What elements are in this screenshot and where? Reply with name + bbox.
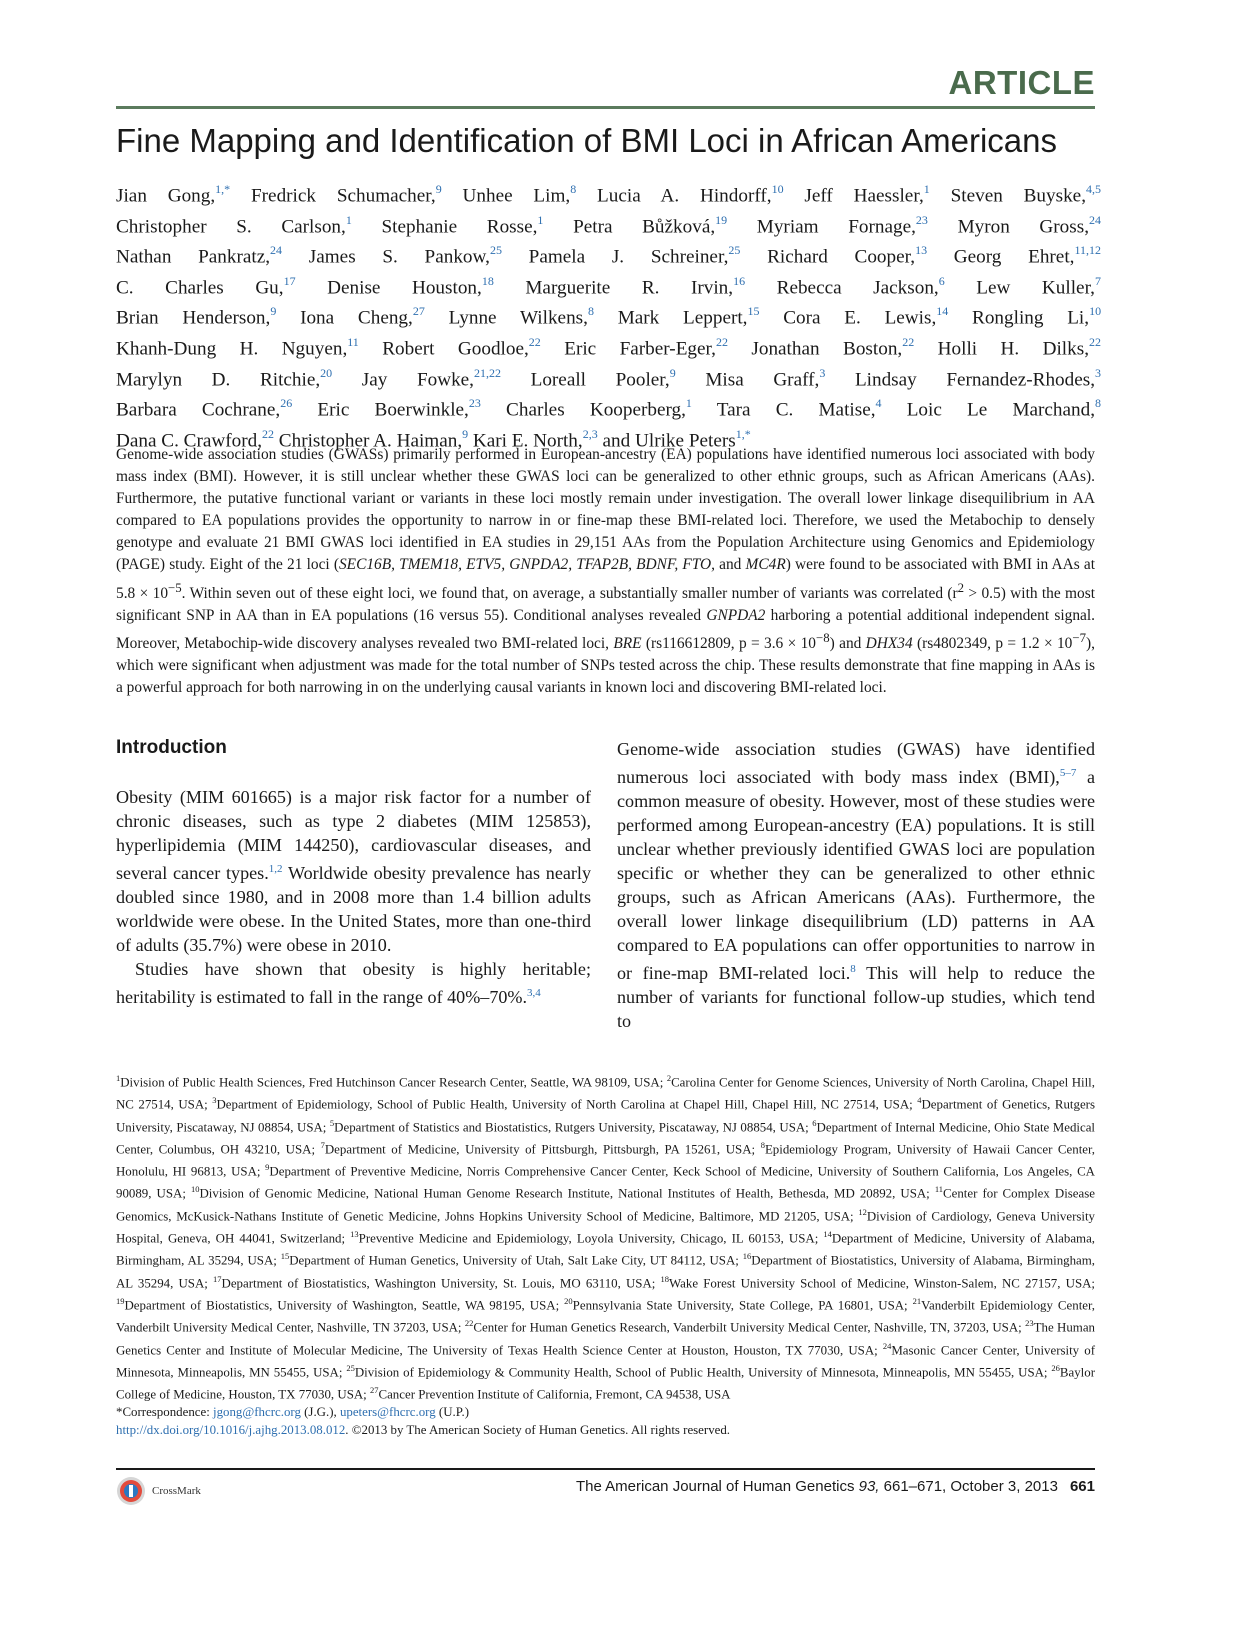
- author-line: [116, 300, 1101, 331]
- affiliation-text: Department of Epidemiology, School of Public Health, University of North Carolina at Chapel Hill, Chapel Hill, NC 27514, USA;: [216, 1097, 918, 1112]
- author-line: [116, 239, 1101, 270]
- author-line: [116, 362, 1101, 393]
- citation-link[interactable]: 5–7: [1059, 767, 1077, 779]
- affiliation-number: 16: [742, 1251, 752, 1262]
- author-name: Fredrick Schumacher,: [251, 185, 436, 207]
- author-name: Loreall Pooler,: [530, 368, 670, 390]
- affiliation-text: Center for Human Genetics Research, Vanderbilt University Medical Center, Nashville, TN, 37203, USA;: [473, 1320, 1026, 1335]
- author-name: Jonathan Boston,: [751, 338, 903, 360]
- affiliation-number: 14: [823, 1229, 832, 1240]
- affiliation-marker[interactable]: 14: [936, 304, 949, 319]
- abstract-text: harboring a potential additional independent signal. Moreover, Metabochip-wide discovery analyses revealed two BMI-related loci,: [116, 606, 1095, 652]
- affiliation-marker[interactable]: 11: [347, 334, 359, 349]
- abstract-text: (rs116612809, p = 3.6 × 10: [641, 635, 816, 652]
- paragraph-text: This will help to reduce the number of variants for functional follow-up studies, which tend to: [617, 963, 1095, 1032]
- affiliation-number: 23: [1025, 1318, 1034, 1329]
- affiliation-number: 25: [346, 1362, 355, 1373]
- affiliation-text: Department of Biostatistics, University of Alabama, Birmingham, AL 35294, USA;: [116, 1253, 1095, 1290]
- affiliation-text: Cancer Prevention Institute of California, Fremont, CA 94538, USA: [378, 1387, 731, 1402]
- author-name: Eric Boerwinkle,: [317, 399, 469, 421]
- affiliation-text: Department of Human Genetics, University of Utah, Salt Lake City, UT 84112, USA;: [289, 1253, 743, 1268]
- affiliation-text: Division of Public Health Sciences, Fred Hutchinson Cancer Research Center, Seattle, WA 98109, USA;: [120, 1075, 667, 1090]
- affiliation-marker[interactable]: 17: [283, 273, 296, 288]
- affiliation-marker[interactable]: 22: [262, 426, 274, 441]
- copyright-text: . ©2013 by The American Society of Human Genetics. All rights reserved.: [345, 1423, 731, 1438]
- affiliation-marker[interactable]: 2,3: [582, 426, 598, 441]
- author-name: Cora E. Lewis,: [783, 307, 937, 329]
- affiliation-marker[interactable]: 9: [462, 426, 469, 441]
- affiliation-marker[interactable]: 10: [771, 182, 784, 196]
- author-line: [116, 270, 1101, 301]
- affiliation-number: 6: [812, 1117, 817, 1128]
- affiliation-marker[interactable]: 23: [468, 396, 481, 411]
- affiliation-text: Department of Internal Medicine, Ohio State Medical Center, Columbus, OH 43210, USA;: [116, 1119, 1096, 1157]
- affiliation-number: 3: [212, 1095, 217, 1106]
- abstract-text: Genome-wide association studies (GWASs) primarily performed in European-ancestry (EA) populations have identified numerous loci associated with body mass index (BMI). However, it is still unclear whether these GWAS loci can be generalized to other ethnic groups, such as African Americans (AAs). Furthermore, the putative functional variant or variants in these loci mostly remain under investigation. The overall lower linkage disequilibrium in AA compared to EA populations provides the opportunity to narrow in or fine-map these BMI-related loci. Therefore, we used the Metabochip to densely genotype and evaluate 21 BMI GWAS loci identified in EA studies in 29,151 AAs from the Population Architecture using Genomics and Epidemiology (PAGE) study. Eight of the 21 loci (: [116, 446, 1095, 574]
- header-rule: [116, 106, 1095, 109]
- author-name: and Ulrike Peters: [602, 430, 736, 452]
- affiliation-number: 17: [213, 1273, 222, 1284]
- crossmark-badge[interactable]: [116, 1476, 201, 1506]
- author-name: Iona Cheng,: [300, 307, 413, 329]
- affiliation-marker[interactable]: 4,5: [1086, 182, 1101, 196]
- author-name: Misa Graff,: [705, 368, 820, 390]
- affiliation-marker[interactable]: 23: [915, 212, 928, 227]
- author-name: Jian Gong,: [116, 185, 216, 207]
- email-link[interactable]: jgong@fhcrc.org: [213, 1405, 301, 1420]
- affiliation-number: 11: [934, 1184, 944, 1195]
- affiliation-marker[interactable]: 10: [1089, 304, 1102, 319]
- affiliation-marker[interactable]: 25: [728, 243, 741, 258]
- author-name: Rebecca Jackson,: [776, 277, 939, 299]
- author-name: James S. Pankow,: [308, 246, 490, 268]
- affiliations-block: [116, 1069, 1095, 1439]
- affiliation-text: Baylor College of Medicine, Houston, TX 77030, USA;: [116, 1365, 1095, 1402]
- affiliation-marker[interactable]: 13: [915, 243, 928, 258]
- abstract-text: (rs4802349, p = 1.2 × 10: [912, 635, 1073, 652]
- affiliation-marker[interactable]: 9: [435, 182, 442, 196]
- journal-citation: [576, 1478, 1095, 1495]
- author-name: Khanh-Dung H. Nguyen,: [116, 338, 348, 360]
- affiliation-marker[interactable]: 22: [528, 334, 541, 349]
- author-name: Lynne Wilkens,: [448, 307, 588, 329]
- affiliation-marker[interactable]: 24: [270, 243, 283, 258]
- affiliation-marker[interactable]: 19: [715, 212, 728, 227]
- affiliation-marker[interactable]: 8: [587, 304, 594, 319]
- affiliation-text: Department of Biostatistics, Washington University, St. Louis, MO 63110, USA;: [221, 1275, 661, 1290]
- affiliation-text: Carolina Center for Genome Sciences, University of North Carolina, Chapel Hill, NC 27514, USA;: [116, 1075, 1095, 1112]
- affiliation-number: 2: [666, 1073, 672, 1083]
- paragraph-text: Studies have shown that obesity is highly heritable; heritability is estimated to fall in the range of 40%–70%.: [116, 959, 591, 1008]
- author-name: Tara C. Matise,: [716, 399, 876, 421]
- affiliation-marker[interactable]: 6: [938, 273, 945, 288]
- citation-link[interactable]: 1,2: [268, 863, 283, 875]
- article-title: Fine Mapping and Identification of BMI Loci in African Americans: [116, 122, 1057, 159]
- author-name: Jay Fowke,: [361, 368, 474, 390]
- affiliation-marker[interactable]: 15: [747, 304, 760, 319]
- section-label: ARTICLE: [948, 64, 1095, 101]
- affiliation-marker[interactable]: 4: [875, 396, 882, 411]
- crossmark-label: CrossMark: [152, 1485, 201, 1497]
- affiliation-marker[interactable]: 3: [819, 365, 826, 380]
- affiliation-number: 22: [464, 1318, 474, 1329]
- author-name: Georg Ehret,: [953, 246, 1075, 268]
- author-name: Rongling Li,: [972, 307, 1090, 329]
- affiliation-marker[interactable]: 1,*: [735, 426, 751, 441]
- author-name: Stephanie Rosse,: [381, 215, 538, 237]
- affiliation-text: Department of Preventive Medicine, Norris Comprehensive Cancer Center, Keck School of Medicine, University of Southern California, Los Angeles, CA 90089, USA;: [116, 1164, 1095, 1201]
- citation-link[interactable]: 3,4: [527, 987, 541, 1000]
- abstract-text: . Within seven out of these eight loci, we found that, on average, a substantially smaller number of variants was correlated (r: [181, 584, 958, 602]
- abstract-text: ) were found to be associated with BMI in AAs at 5.8 × 10: [116, 556, 1095, 602]
- abstract-text: > 0.5) with the most significant SNP in AA than in EA populations (16 versus 55). Conditional analyses revealed: [116, 584, 1095, 624]
- exponent: −5: [168, 580, 182, 595]
- affiliation-number: 15: [280, 1251, 290, 1262]
- intro-left-column: [116, 785, 591, 1009]
- affiliation-marker[interactable]: 1: [345, 212, 352, 227]
- affiliation-number: 27: [369, 1385, 379, 1396]
- affiliation-number: 13: [350, 1229, 359, 1240]
- author-name: Lucia A. Hindorff,: [597, 185, 772, 207]
- author-name: Petra Bůžková,: [573, 215, 716, 237]
- author-name: Jeff Haessler,: [804, 185, 924, 207]
- abstract-text: and: [714, 556, 746, 574]
- author-name: Charles Kooperberg,: [506, 399, 686, 421]
- intro-right-column: [617, 737, 1095, 1033]
- abstract-text: ) and: [829, 635, 866, 652]
- affiliation-marker[interactable]: 22: [902, 334, 915, 349]
- affiliation-marker[interactable]: 8: [1095, 396, 1102, 411]
- affiliation-marker[interactable]: 3: [1095, 365, 1102, 380]
- exponent: −7: [1072, 630, 1087, 645]
- affiliation-text: Epidemiology Program, University of Hawaii Cancer Center, Honolulu, HI 96813, USA;: [116, 1142, 1096, 1179]
- affiliation-marker[interactable]: 22: [715, 334, 728, 349]
- journal-pages-date: 661–671, October 3, 2013: [879, 1478, 1058, 1495]
- affiliation-marker[interactable]: 9: [669, 365, 676, 380]
- author-name: Myriam Fornage,: [756, 215, 916, 237]
- abstract: [116, 444, 1095, 699]
- affiliation-number: 8: [760, 1139, 765, 1150]
- affiliation-text: Division of Epidemiology & Community Health, School of Public Health, University of Minnesota, Minneapolis, MN 55455, USA;: [354, 1365, 1052, 1380]
- gene-dhx34: DHX34: [865, 635, 913, 652]
- affiliation-marker[interactable]: 8: [570, 182, 577, 196]
- author-name: Lew Kuller,: [976, 277, 1095, 299]
- affiliation-number: 10: [190, 1184, 200, 1195]
- correspondence-text: (U.P.): [435, 1405, 469, 1420]
- author-name: Pamela J. Schreiner,: [528, 246, 729, 268]
- affiliation-text: Department of Medicine, University of Alabama, Birmingham, AL 35294, USA;: [116, 1231, 1096, 1268]
- doi-link[interactable]: http://dx.doi.org/10.1016/j.ajhg.2013.08.012: [116, 1423, 346, 1438]
- affiliation-text: Wake Forest University School of Medicine, Winston-Salem, NC 27157, USA;: [669, 1275, 1096, 1290]
- page-number: 661: [1069, 1478, 1095, 1495]
- author-name: Lindsay Fernandez-Rhodes,: [854, 368, 1096, 390]
- affiliation-number: 26: [1051, 1362, 1060, 1373]
- author-name: Mark Leppert,: [617, 307, 748, 329]
- author-name: Kari E. North,: [472, 430, 583, 452]
- author-name: C. Charles Gu,: [116, 277, 284, 299]
- affiliation-number: 18: [660, 1273, 670, 1284]
- author-name: Marylyn D. Ritchie,: [116, 368, 321, 390]
- affiliation-number: 9: [265, 1162, 270, 1173]
- author-line: [116, 178, 1101, 209]
- paragraph-text: Genome-wide association studies (GWAS) have identified numerous loci associated with body mass index (BMI),: [617, 739, 1095, 788]
- affiliation-marker[interactable]: 7: [1094, 273, 1101, 288]
- paragraph-text: Worldwide obesity prevalence has nearly doubled since 1980, and in 2008 more than 1.4 billion adults worldwide were obese. In the United States, more than one-third of adults (35.7%) were obese in 2010.: [116, 863, 591, 956]
- author-name: Christopher A. Haiman,: [278, 430, 463, 452]
- author-line: [116, 392, 1101, 423]
- affiliation-marker[interactable]: 11,12: [1074, 243, 1102, 258]
- gene-bre: BRE: [613, 635, 642, 652]
- affiliation-text: Department of Genetics, Rutgers University, Piscataway, NJ 08854, USA;: [116, 1097, 1095, 1134]
- exponent: 2: [957, 580, 965, 595]
- affiliation-number: 5: [329, 1117, 335, 1128]
- author-name: Richard Cooper,: [767, 246, 916, 268]
- journal-name: The American Journal of Human Genetics: [575, 1478, 859, 1495]
- footer-rule: [116, 1468, 1095, 1470]
- affiliation-marker[interactable]: 22: [1089, 334, 1101, 349]
- abstract-text: ), which were significant when adjustment was made for the total number of SNPs tested across the chip. These results demonstrate that fine mapping in AAs is a powerful approach for both narrowing in on the underlying causal variants in known loci and discovering BMI-related loci.: [116, 635, 1095, 697]
- author-name: Robert Goodloe,: [382, 338, 529, 360]
- affiliation-text: Vanderbilt Epidemiology Center, Vanderbilt University Medical Center, Nashville, TN 37203, USA;: [116, 1298, 1095, 1335]
- section-heading-introduction: Introduction: [116, 737, 227, 758]
- author-list: [116, 178, 1101, 453]
- affiliation-number: 24: [882, 1340, 892, 1351]
- paragraph-text: a common measure of obesity. However, most of these studies were performed among European-ancestry (EA) populations. It is still unclear whether previously identified GWAS loci are population specific or whether they can be generalized to other ethnic groups, such as African Americans (AAs). Furthermore, the overall lower linkage disequilibrium (LD) patterns in AA compared to EA populations can offer opportunities to narrow in or fine-map BMI-related loci.: [617, 767, 1095, 984]
- affiliation-text: Department of Biostatistics, University of Washington, Seattle, WA 98195, USA;: [124, 1298, 565, 1313]
- affiliation-marker[interactable]: 26: [280, 396, 293, 411]
- affiliation-marker[interactable]: 9: [270, 304, 277, 319]
- author-name: Marguerite R. Irvin,: [525, 277, 734, 299]
- affiliation-marker[interactable]: 20: [320, 365, 333, 380]
- author-name: Unhee Lim,: [462, 185, 571, 207]
- author-name: Brian Henderson,: [116, 307, 271, 329]
- affiliation-marker[interactable]: 16: [733, 273, 746, 288]
- affiliation-text: Division of Cardiology, Geneva University Hospital, Geneva, OH 44041, Switzerland;: [116, 1209, 1095, 1246]
- gene-list: SEC16B, TMEM18, ETV5, GNPDA2, TFAP2B, BDNF, FTO,: [338, 556, 715, 574]
- exponent: −8: [816, 630, 830, 645]
- author-name: Loic Le Marchand,: [906, 399, 1096, 421]
- correspondence-text: (J.G.),: [300, 1405, 340, 1420]
- author-name: Denise Houston,: [327, 277, 482, 299]
- affiliation-marker[interactable]: 18: [481, 273, 494, 288]
- author-name: Holli H. Dilks,: [937, 338, 1089, 360]
- author-name: Barbara Cochrane,: [116, 399, 281, 421]
- affiliation-number: 21: [912, 1295, 922, 1306]
- affiliation-marker[interactable]: 1: [685, 396, 692, 411]
- affiliation-text: Division of Genomic Medicine, National Human Genome Research Institute, National Institutes of Health, Bethesda, MD 20892, USA;: [199, 1186, 935, 1201]
- affiliation-number: 4: [917, 1095, 922, 1106]
- gene-gnpda2: GNPDA2: [706, 606, 766, 624]
- affiliation-text: Masonic Cancer Center, University of Minnesota, Minneapolis, MN 55455, USA;: [116, 1342, 1095, 1380]
- affiliation-marker[interactable]: 25: [489, 243, 502, 258]
- author-name: Nathan Pankratz,: [116, 246, 271, 268]
- affiliation-text: Department of Statistics and Biostatistics, Rutgers University, Piscataway, NJ 08854, USA;: [334, 1119, 813, 1134]
- author-name: Myron Gross,: [957, 215, 1090, 237]
- affiliation-number: 12: [858, 1206, 867, 1217]
- affiliation-number: 1: [116, 1073, 121, 1083]
- journal-volume: 93,: [858, 1478, 880, 1495]
- affiliation-marker[interactable]: 1: [923, 182, 930, 196]
- paragraph-text: Obesity (MIM 601665) is a major risk factor for a number of chronic diseases, such as type 2 diabetes (MIM 125853), hyperlipidemia (MIM 144250), cardiovascular diseases, and several cancer types.: [116, 787, 591, 884]
- citation-link[interactable]: 8: [850, 963, 856, 976]
- correspondence-label: *Correspondence:: [116, 1405, 214, 1420]
- doi-line: [116, 1421, 1095, 1439]
- affiliation-text: Center for Complex Disease Genomics, McKusick-Nathans Institute of Genetic Medicine, Johns Hopkins University School of Medicine, Baltimore, MD 21205, USA;: [116, 1186, 1095, 1224]
- affiliation-number: 7: [320, 1139, 325, 1150]
- author-line: [116, 209, 1101, 240]
- affiliation-text: The Human Genetics Center and Institute of Molecular Medicine, The University of Texas Health Science Center at Houston, Houston, TX 77030, USA;: [116, 1320, 1096, 1357]
- affiliation-text: Preventive Medicine and Epidemiology, Loyola University, Chicago, IL 60153, USA;: [358, 1231, 824, 1246]
- affiliation-number: 20: [564, 1295, 573, 1306]
- gene-mc4r: MC4R: [745, 556, 786, 574]
- author-line: [116, 331, 1101, 362]
- affiliation-text: Pennsylvania State University, State College, PA 16801, USA;: [572, 1298, 913, 1313]
- email-link[interactable]: upeters@fhcrc.org: [339, 1405, 436, 1420]
- affiliation-list: [116, 1069, 1095, 1403]
- affiliation-marker[interactable]: 24: [1089, 212, 1102, 227]
- affiliation-marker[interactable]: 1,*: [215, 182, 231, 196]
- author-name: Eric Farber-Eger,: [564, 338, 716, 360]
- author-name: Christopher S. Carlson,: [116, 215, 346, 237]
- affiliation-marker[interactable]: 21,22: [473, 365, 501, 380]
- affiliation-text: Department of Medicine, University of Pittsburgh, Pittsburgh, PA 15261, USA;: [324, 1142, 761, 1157]
- author-name: Steven Buyske,: [950, 185, 1086, 207]
- affiliation-marker[interactable]: 1: [537, 212, 544, 227]
- crossmark-icon: [116, 1476, 146, 1506]
- author-name: Dana C. Crawford,: [116, 430, 262, 452]
- affiliation-number: 19: [116, 1295, 125, 1306]
- correspondence: [116, 1403, 1095, 1421]
- affiliation-marker[interactable]: 27: [412, 304, 425, 319]
